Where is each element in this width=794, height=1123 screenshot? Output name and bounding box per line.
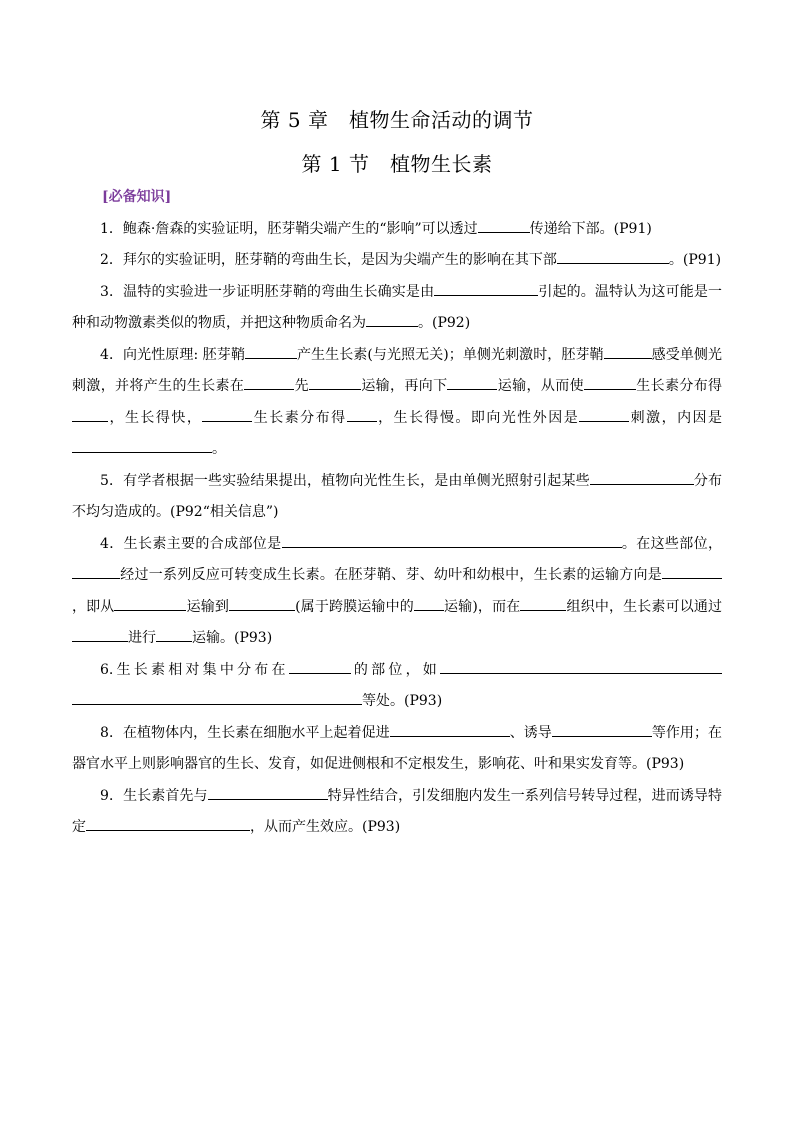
question-4-text-i: 生长素分布得 (252, 409, 347, 426)
chapter-title: 第 5 章 植物生命活动的调节 (260, 108, 534, 132)
question-7 (72, 655, 722, 718)
fill-blank[interactable] (202, 406, 252, 422)
question-9-text-b: 特异性结合，引发细胞内发生一系列信号转导过程，进而诱导特定 (72, 787, 722, 835)
fill-blank[interactable] (579, 406, 629, 422)
question-6-text-c: 经过一系列反应可转变成生长素。在胚芽鞘、芽、幼叶和幼根中，生长素的运输方向是 (120, 567, 662, 583)
question-3 (72, 277, 722, 340)
question-2-text-b: 。(P91) (668, 252, 722, 268)
question-2 (72, 245, 722, 277)
fill-blank[interactable] (72, 437, 212, 453)
worksheet-content (72, 182, 722, 844)
question-8 (72, 718, 722, 781)
question-1-text-b: 传递给下部。(P91) (529, 220, 652, 237)
question-7-text-c: 等处。(P93) (362, 693, 443, 709)
question-4-text-f: 运输，从而使 (497, 378, 584, 394)
fill-blank[interactable] (434, 280, 538, 296)
fill-blank[interactable] (584, 374, 636, 390)
question-6-text-f: (属于跨膜运输中的 (295, 598, 414, 615)
fill-blank[interactable] (72, 626, 128, 642)
fill-blank[interactable] (662, 563, 722, 579)
question-4-text-j: ，生长得慢。即向光性外因是 (376, 409, 580, 426)
fill-blank[interactable] (72, 689, 362, 705)
question-8-text-b: 、诱导 (509, 724, 552, 741)
question-3-text-c: 。(P92) (418, 315, 471, 331)
question-6-text-j: 运输。(P93) (192, 630, 273, 646)
question-7-text-a: 6.生长素相对集中分布在 (100, 661, 289, 678)
question-6-text-g: 运输)，而在 (443, 598, 521, 615)
fill-blank[interactable] (440, 658, 722, 674)
question-4-text-g: 生长素分布得 (635, 378, 723, 394)
question-6-text-i: 进行 (128, 630, 156, 646)
fill-blank[interactable] (447, 374, 497, 390)
question-6-text-h: 组织中，生长素可以通过 (566, 598, 723, 615)
question-1 (72, 214, 722, 246)
fill-blank[interactable] (244, 374, 294, 390)
fill-blank[interactable] (590, 469, 642, 485)
fill-blank[interactable] (208, 784, 328, 800)
question-5-text-b: 分布不均匀造成的。(P92“相关信息”) (72, 472, 723, 520)
question-8-text-c: 等作用；在器官水平上则影响器官的生长、发育，如促进侧根和不定根发生，影响花、叶和果实发育等。(P93) (72, 724, 723, 772)
question-6-text-d: ，即从 (72, 598, 115, 615)
fill-blank[interactable] (642, 469, 694, 485)
fill-blank[interactable] (245, 343, 297, 359)
question-4-text-c: 感受单侧光刺激，并将产生的生长素在 (72, 346, 722, 394)
fill-blank[interactable] (520, 595, 566, 611)
question-3-text-b: 引起的。温特认为这可能是一种和动物激素类似的物质，并把这种物质命名为 (72, 283, 723, 331)
question-3-text-a: 3．温特的实验进一步证明胚芽鞘的弯曲生长确实是由 (100, 283, 435, 300)
question-4-text-b: 产生生长素(与光照无关)；单侧光刺激时，胚芽鞘 (296, 346, 604, 363)
question-1-text-a: 1．鲍森·詹森的实验证明，胚芽鞘尖端产生的“影响”可以透过 (100, 220, 478, 237)
question-9-text-c: ，从而产生效应。(P93) (250, 819, 401, 835)
question-4-text-a: 4．向光性原理: 胚芽鞘 (100, 346, 245, 363)
fill-blank[interactable] (309, 374, 361, 390)
fill-blank[interactable] (347, 406, 377, 422)
fill-blank[interactable] (478, 217, 530, 233)
fill-blank[interactable] (72, 563, 120, 579)
fill-blank[interactable] (604, 343, 652, 359)
fill-blank[interactable] (282, 532, 622, 548)
question-4-text-k: 刺激，内因是 (629, 409, 723, 426)
question-4-text-e: 运输，再向下 (360, 378, 448, 394)
fill-blank[interactable] (414, 595, 444, 611)
fill-blank[interactable] (552, 721, 652, 737)
question-4-text-l: 。 (212, 441, 226, 457)
question-9-text-a: 9．生长素首先与 (100, 787, 208, 804)
fill-blank[interactable] (289, 658, 351, 674)
fill-blank[interactable] (114, 595, 186, 611)
question-5 (72, 466, 722, 529)
fill-blank[interactable] (72, 406, 108, 422)
fill-blank[interactable] (390, 721, 510, 737)
question-6-text-e: 运输到 (186, 598, 230, 615)
question-2-text-a: 2．拜尔的实验证明，胚芽鞘的弯曲生长，是因为尖端产生的影响在其下部 (100, 252, 557, 268)
fill-blank[interactable] (156, 626, 192, 642)
question-8-text-a: 8．在植物体内，生长素在细胞水平上起着促进 (100, 724, 390, 741)
question-4-text-h: ，生长得快， (108, 409, 203, 426)
question-4 (72, 340, 722, 466)
fill-blank[interactable] (86, 815, 250, 831)
question-6-text-a: 4．生长素主要的合成部位是 (100, 535, 282, 552)
fill-blank[interactable] (557, 248, 669, 264)
question-6-text-b: 。在这些部位， (621, 535, 722, 552)
fill-blank[interactable] (366, 311, 418, 327)
question-4-text-d: 先 (294, 378, 309, 394)
section-title: 第 1 节 植物生长素 (301, 152, 493, 176)
question-7-text-b: 的部位，如 (350, 661, 441, 678)
question-6 (72, 529, 722, 655)
question-5-text-a: 5．有学者根据一些实验结果提出，植物向光性生长，是由单侧光照射引起某些 (100, 472, 590, 489)
fill-blank[interactable] (229, 595, 295, 611)
section-label: [必备知识] (102, 189, 172, 205)
question-9 (72, 781, 722, 844)
